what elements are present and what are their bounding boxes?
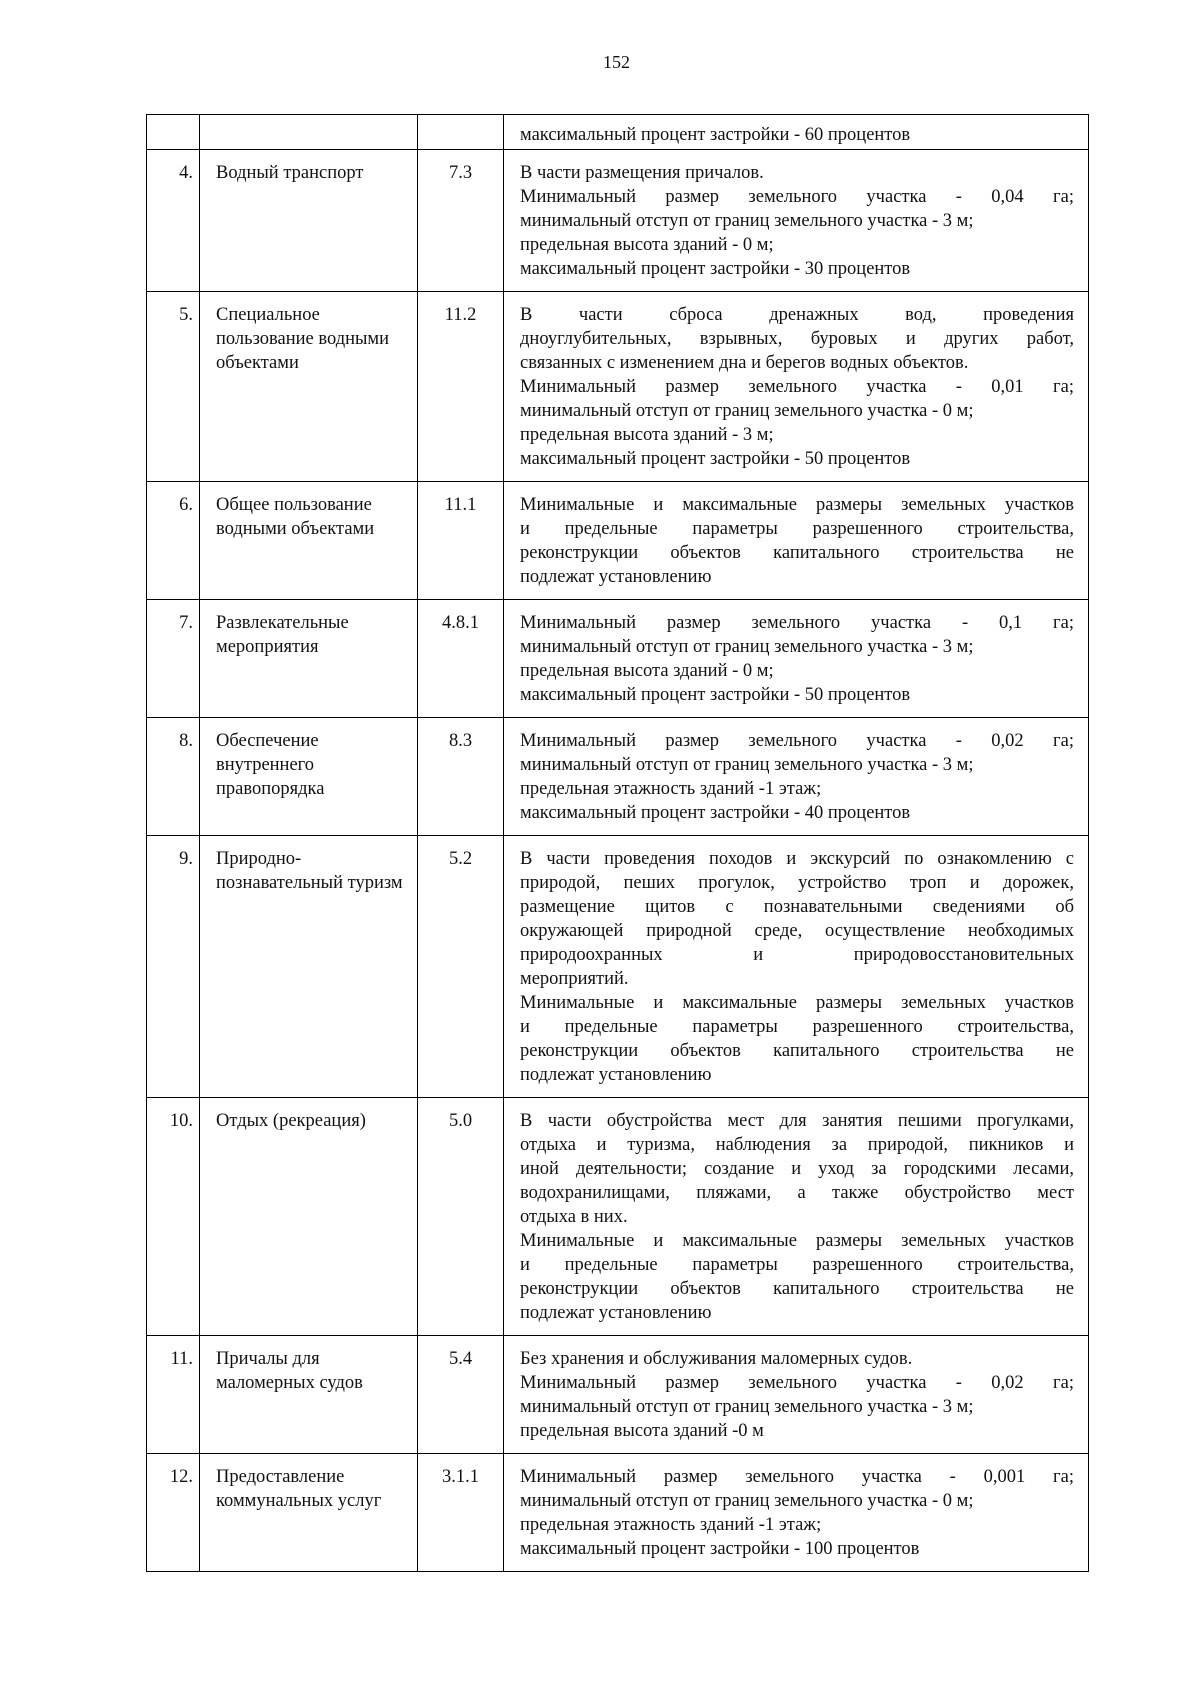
- land-use-code-cell-text: 11.2: [444, 305, 477, 325]
- parameters-cell-text: [520, 115, 1074, 149]
- parameter-line: и предельные параметры разрешенного строительства,: [520, 1255, 1074, 1275]
- parameter-line: минимальный отступ от границ земельного участка - 0 м;: [520, 401, 974, 421]
- page-number: 152: [603, 52, 630, 72]
- parameter-line: иной деятельности; создание и уход за городскими лесами,: [520, 1159, 1074, 1179]
- land-use-code-cell-text: [418, 115, 503, 125]
- parameter-line: минимальный отступ от границ земельного участка - 3 м;: [520, 1397, 974, 1417]
- parameters-cell: [504, 1098, 1089, 1336]
- land-use-code-cell: [418, 1454, 504, 1572]
- parameter-line: реконструкции объектов капитального строительства не: [520, 1041, 1074, 1061]
- row-number-cell: [147, 718, 200, 836]
- row-number-cell-text: 4.: [179, 163, 193, 183]
- parameter-line: предельная этажность зданий -1 этаж;: [520, 1515, 822, 1535]
- parameter-line: природой, пеших прогулок, устройство троп и дорожек,: [520, 873, 1074, 893]
- row-number-cell-text: 7.: [179, 613, 193, 633]
- land-use-name-cell-text: Развлекательные мероприятия: [216, 613, 349, 657]
- row-number-cell-text: 8.: [179, 731, 193, 751]
- parameters-cell-text: [520, 836, 1074, 1097]
- parameters-cell-text: [520, 150, 1074, 291]
- land-use-name-cell-text: Природно-познавательный туризм: [216, 849, 403, 893]
- parameter-line: предельная высота зданий - 0 м;: [520, 235, 774, 255]
- parameter-line: максимальный процент застройки - 40 процентов: [520, 803, 911, 823]
- parameters-cell: [504, 718, 1089, 836]
- parameter-line: В части проведения походов и экскурсий по ознакомлению с: [520, 849, 1074, 869]
- parameter-line: В части сброса дренажных вод, проведения: [520, 305, 1074, 325]
- row-number-cell: [147, 836, 200, 1098]
- land-use-code-cell-text: 4.8.1: [442, 613, 479, 633]
- row-number-cell: [147, 482, 200, 600]
- parameter-line: размещение щитов с познавательными сведениями об: [520, 897, 1074, 917]
- parameters-cell: [504, 482, 1089, 600]
- row-number-cell-text: 6.: [179, 495, 193, 515]
- parameter-line: В части размещения причалов.: [520, 163, 764, 183]
- land-use-code-cell-text: 7.3: [448, 163, 473, 183]
- parameter-line: максимальный процент застройки - 50 процентов: [520, 685, 911, 705]
- parameters-cell-text: [520, 1098, 1074, 1335]
- land-use-name-cell-text: Специальное пользование водными объектами: [216, 305, 390, 373]
- parameter-line: Минимальные и максимальные размеры земельных участков: [520, 1231, 1074, 1251]
- land-use-name-cell: [200, 115, 418, 150]
- parameter-line: Минимальный размер земельного участка - 0,02 га;: [520, 1373, 1074, 1393]
- row-number-cell-text: 12.: [169, 1467, 193, 1487]
- land-use-name-cell-text: Водный транспорт: [216, 163, 364, 183]
- land-use-name-cell: [200, 1336, 418, 1454]
- land-use-code-cell: [418, 836, 504, 1098]
- land-use-code-cell: [418, 482, 504, 600]
- parameters-cell: [504, 836, 1089, 1098]
- table-row: [147, 600, 1089, 718]
- parameter-line: Минимальный размер земельного участка - 0,04 га;: [520, 187, 1074, 207]
- table-row: [147, 1336, 1089, 1454]
- parameter-line: Минимальный размер земельного участка - 0,001 га;: [520, 1467, 1074, 1487]
- row-number-cell-text: 11.: [170, 1349, 193, 1369]
- parameters-cell-text: [520, 292, 1074, 481]
- parameter-line: Без хранения и обслуживания маломерных судов.: [520, 1349, 913, 1369]
- parameter-line: максимальный процент застройки - 100 процентов: [520, 1539, 920, 1559]
- land-use-name-cell: [200, 292, 418, 482]
- parameters-cell: [504, 1454, 1089, 1572]
- land-use-name-cell: [200, 1454, 418, 1572]
- parameter-line: минимальный отступ от границ земельного участка - 3 м;: [520, 211, 974, 231]
- parameter-line: предельная этажность зданий -1 этаж;: [520, 779, 822, 799]
- parameter-line: предельная высота зданий - 3 м;: [520, 425, 774, 445]
- parameter-line: подлежат установлению: [520, 1065, 712, 1085]
- table-row: [147, 718, 1089, 836]
- land-use-code-cell: [418, 292, 504, 482]
- parameter-line: отдыха в них.: [520, 1207, 628, 1227]
- land-use-code-cell: [418, 115, 504, 150]
- parameter-line: Минимальный размер земельного участка - 0,01 га;: [520, 377, 1074, 397]
- table-row: [147, 115, 1089, 150]
- land-use-code-cell: [418, 150, 504, 292]
- parameters-cell-text: [520, 1454, 1074, 1571]
- row-number-cell-text: 10.: [169, 1111, 193, 1131]
- parameters-cell-text: [520, 482, 1074, 599]
- land-use-code-cell-text: 5.2: [448, 849, 473, 869]
- parameter-line: дноуглубительных, взрывных, буровых и других работ,: [520, 329, 1074, 349]
- land-use-code-cell: [418, 1098, 504, 1336]
- row-number-cell: [147, 1454, 200, 1572]
- land-use-name-cell: [200, 600, 418, 718]
- row-number-cell: [147, 150, 200, 292]
- parameter-line: минимальный отступ от границ земельного участка - 3 м;: [520, 637, 974, 657]
- land-use-table: [146, 114, 1089, 1572]
- land-use-name-cell-text: Обеспечение внутреннего правопорядка: [216, 731, 325, 799]
- land-use-name-cell: [200, 718, 418, 836]
- parameter-line: В части обустройства мест для занятия пешими прогулками,: [520, 1111, 1074, 1131]
- land-use-name-cell-text: Причалы для маломерных судов: [216, 1349, 363, 1393]
- land-use-name-cell: [200, 482, 418, 600]
- land-use-code-cell-text: 3.1.1: [442, 1467, 479, 1487]
- table-row: [147, 836, 1089, 1098]
- land-use-code-cell-text: 11.1: [444, 495, 477, 515]
- table-row: [147, 1098, 1089, 1336]
- parameter-line: отдыха и туризма, наблюдения за природой, пикников и: [520, 1135, 1074, 1155]
- parameters-cell: [504, 115, 1089, 150]
- parameter-line: Минимальный размер земельного участка - 0,1 га;: [520, 613, 1074, 633]
- parameter-line: окружающей природной среде, осуществление необходимых: [520, 921, 1074, 941]
- parameter-line: и предельные параметры разрешенного строительства,: [520, 1017, 1074, 1037]
- land-use-name-cell: [200, 1098, 418, 1336]
- parameters-cell-text: [520, 1336, 1074, 1453]
- land-use-name-cell: [200, 836, 418, 1098]
- land-use-name-cell-text: Отдых (рекреация): [216, 1111, 366, 1131]
- land-use-code-cell-text: 8.3: [448, 731, 473, 751]
- parameters-cell: [504, 1336, 1089, 1454]
- parameter-line: реконструкции объектов капитального строительства не: [520, 543, 1074, 563]
- parameter-line: мероприятий.: [520, 969, 629, 989]
- table-row: [147, 150, 1089, 292]
- parameter-line: минимальный отступ от границ земельного участка - 0 м;: [520, 1491, 974, 1511]
- row-number-cell: [147, 1336, 200, 1454]
- row-number-cell: [147, 292, 200, 482]
- table-row: [147, 292, 1089, 482]
- row-number-cell-text: [147, 115, 193, 125]
- table-row: [147, 482, 1089, 600]
- parameter-line: подлежат установлению: [520, 1303, 712, 1323]
- parameter-line: максимальный процент застройки - 50 процентов: [520, 449, 911, 469]
- parameter-line: предельная высота зданий - 0 м;: [520, 661, 774, 681]
- row-number-cell: [147, 1098, 200, 1336]
- parameters-cell: [504, 292, 1089, 482]
- land-use-name-cell-text: Общее пользование водными объектами: [216, 495, 375, 539]
- land-use-code-cell: [418, 1336, 504, 1454]
- land-use-name-cell-text: Предоставление коммунальных услуг: [216, 1467, 382, 1511]
- row-number-cell-text: 5.: [179, 305, 193, 325]
- parameter-line: минимальный отступ от границ земельного участка - 3 м;: [520, 755, 974, 775]
- row-number-cell-text: 9.: [179, 849, 193, 869]
- parameters-cell-text: [520, 718, 1074, 835]
- land-use-code-cell-text: 5.0: [448, 1111, 473, 1131]
- row-number-cell: [147, 600, 200, 718]
- parameter-line: максимальный процент застройки - 30 процентов: [520, 259, 911, 279]
- land-use-name-cell-text: [216, 115, 411, 125]
- parameter-line: Минимальные и максимальные размеры земельных участков: [520, 993, 1074, 1013]
- parameter-line: подлежат установлению: [520, 567, 712, 587]
- land-use-code-cell: [418, 718, 504, 836]
- land-use-name-cell: [200, 150, 418, 292]
- parameter-line: максимальный процент застройки - 60 процентов: [520, 125, 911, 145]
- parameter-line: Минимальный размер земельного участка - 0,02 га;: [520, 731, 1074, 751]
- parameter-line: связанных с изменением дна и берегов водных объектов.: [520, 353, 969, 373]
- land-use-code-cell-text: 5.4: [448, 1349, 473, 1369]
- parameter-line: Минимальные и максимальные размеры земельных участков: [520, 495, 1074, 515]
- parameter-line: природоохранных и природовосстановительных: [520, 945, 1074, 965]
- parameters-cell: [504, 600, 1089, 718]
- row-number-cell: [147, 115, 200, 150]
- parameter-line: реконструкции объектов капитального строительства не: [520, 1279, 1074, 1299]
- parameters-cell-text: [520, 600, 1074, 717]
- land-use-code-cell: [418, 600, 504, 718]
- table-body: [147, 115, 1089, 1572]
- table-row: [147, 1454, 1089, 1572]
- parameter-line: водохранилищами, пляжами, а также обустройство мест: [520, 1183, 1074, 1203]
- parameter-line: предельная высота зданий -0 м: [520, 1421, 764, 1441]
- parameter-line: и предельные параметры разрешенного строительства,: [520, 519, 1074, 539]
- parameters-cell: [504, 150, 1089, 292]
